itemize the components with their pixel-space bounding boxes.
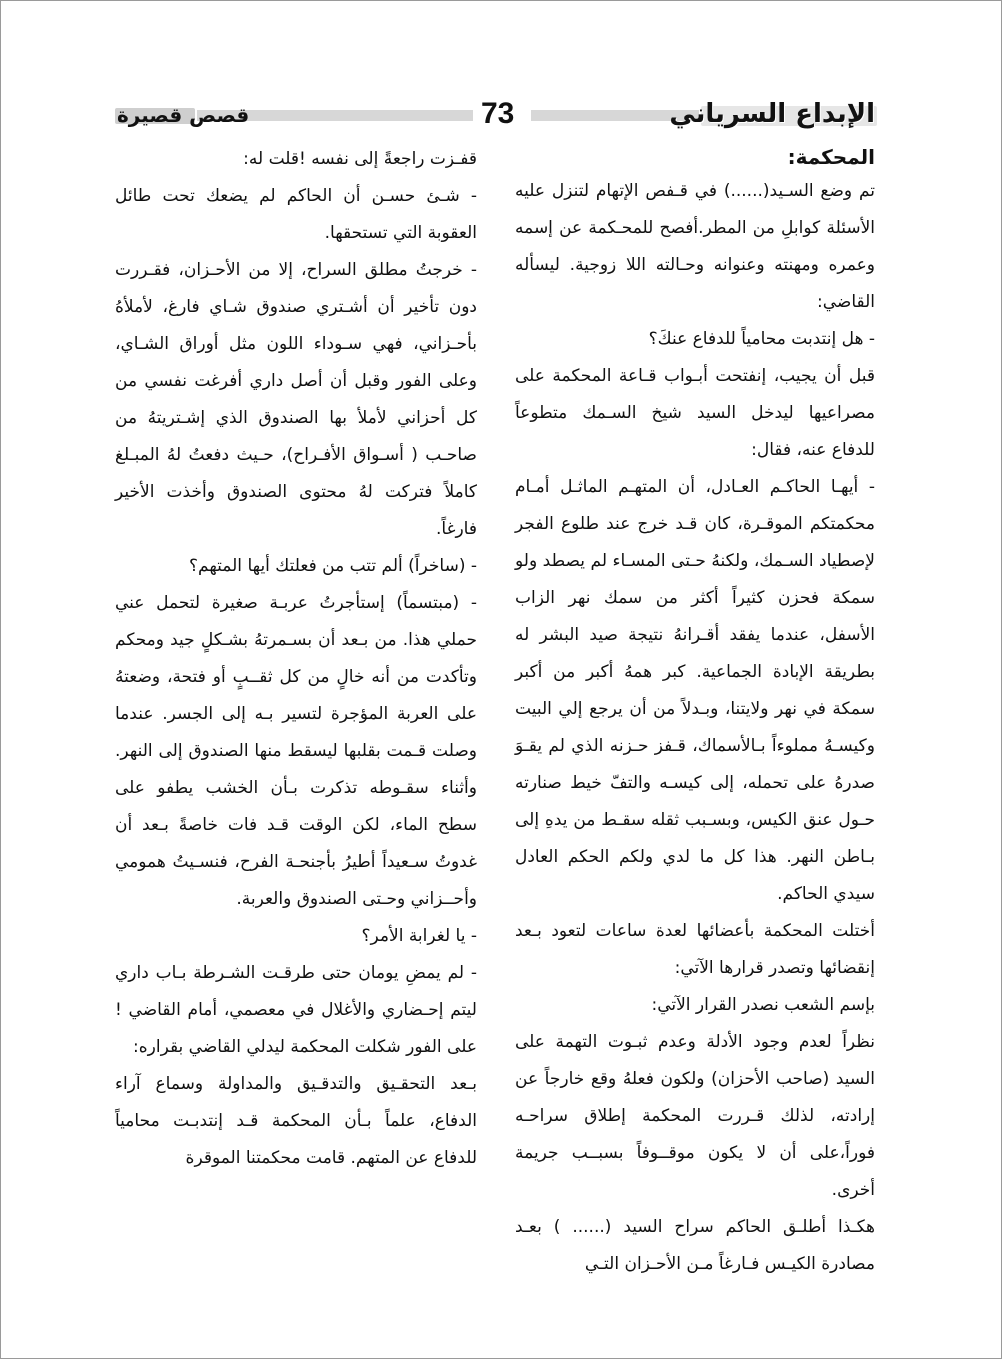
page-header — [1, 97, 1003, 137]
paragraph: نظراً لعدم وجود الأدلة وعدم ثبـوت التهمة على السيد (صاحب الأحزان) ولكون فعلهُ وقع خارجاً عن إرادته، لذلك قـررت المحكمة إطلاق سراحـه فوراً،على أن لا يكون موقــوفاً بسبــب جريمة أخرى. — [515, 1032, 875, 1200]
magazine-title: الإبداع السرياني — [669, 99, 875, 129]
paragraph: - يا لغرابة الأمر؟ — [361, 926, 477, 946]
paragraph: أختلت المحكمة بأعضائها لعدة ساعات لتعود بـعد إنقضائها وتصدر قرارها الآتي: — [515, 921, 875, 978]
paragraph: - (ساخراً) ألم تتب من فعلتك أيها المتهم؟ — [189, 556, 477, 576]
paragraph: هكـذا أطلـق الحاكم سراح السيد (...... ) بعـد مصادرة الكيـس فـارغاً مـن الأحـزان التـي — [515, 1217, 875, 1274]
paragraph: بإسم الشعب نصدر القرار الآتي: — [651, 995, 875, 1015]
paragraph: - شـئ حسـن أن الحاكم لم يضعك تحت طائل العقوبة التي تستحقها. — [115, 186, 477, 243]
paragraph: - لم يمضِ يومان حتى طرقـت الشـرطة بـاب داري ليتم إحـضاري والأغلال في معصمي، أمام القاضي !على الفور شكلت المحكمة ليدلي القاضي بقراره: — [115, 963, 477, 1057]
right-column — [515, 141, 875, 1283]
page-number: 73 — [481, 97, 515, 130]
paragraph: - خرجتُ مطلق السراح، إلا من الأحـزان، فقـررت دون تأخير أن أشـتري صندوق شـاي فارغ، لأملأهُ بأحـزاني، فهي سـوداء اللون مثل أوراق الشـاي، وعلى الفور وقبل أن أصل داري أفرغت نفسي من كل أحزاني لأملأ بها الصندوق الذي إشـتريتهُ من صاحـب ( أسـواق الأفـراح)، حـيث دفعتُ لهُ المبـلغ كاملاً فتركت لهُ محتوى الصندوق وأخذت الأخير فارغاً. — [115, 260, 477, 539]
paragraph: - هل إنتدبت محامياً للدفاع عنكَ؟ — [648, 329, 875, 349]
paragraph: قبل أن يجيب، إنفتحت أبـواب قـاعة المحكمة على مصراعيها ليدخل السيد شيخ السـمك متطوعاً للدفاع عنه، فقال: — [515, 366, 875, 460]
section-title: قصص قصيرة — [117, 103, 250, 127]
paragraph: - أيهـا الحاكـم العـادل، أن المتهـم الماثـل أمـام محكمتكم الموقـرة، كان قـد خرج عند طلوع الفجر لإصطياد السـمك، ولكنهُ حـتى المسـاء لم يصطد ولو سمكة فحزن كثيراً أكثر من سمك نهر الزاب الأسفل، عندما يفقد أقـرانهُ نتيجة صيد البشر له بطريقة الإبادة الجماعية. كبر همهُ أكبر من أكبر سمكة في نهر ولايتنا، وبـدلاً من أن يرجع إلي البيت وكيسـهُ مملوءاً بـالأسماك، قـفز حـزنه الذي لم يقـوَ صدرهُ على تحمله، إلى كيسـه والتفّ خيط صنارته حـول عنق الكيس، وبسـبب ثقله سقـط من يدهِ إلى بـاطن النهر. هذا كل ما لدي ولكم الحكم العادل سيدي الحاكم. — [515, 477, 875, 904]
left-column — [115, 141, 477, 1177]
paragraph: بـعد التحقـيق والتدقـيق والمداولة وسماع آراء الدفاع، علماً بـأن المحكمة قـد إنتدبـت محامياً للدفاع عن المتهم. قامت محكمتنا الموقرة — [115, 1074, 477, 1168]
story-title: المحكمة: — [787, 145, 875, 169]
paragraph: تم وضع السـيد(......) في قـفص الإتهام لتنزل عليه الأسئلة كوابلِ من المطر.أفصح للمحـكمة عن إسمه وعمره ومهنته وعنوانه وحـالته اللا زوجية. ليسأله القاضي: — [515, 181, 875, 312]
paragraph: - (مبتسماً) إستأجرتُ عربـة صغيرة لتحمل عني حملي هذا. من بـعد أن بسـمرتهُ بشـكلٍ جيد ومحكم وتأكدت من أنه خالٍ من كل ثقــبٍ أو فتحة، وضعتهُ على العربة المؤجرة لتسير بـه إلى الجسر. عندما وصلت قـمت بقلبها ليسقط منها الصندوق إلى النهر. وأثناء سقـوطه تذكرت بـأن الخشب يطفو على سطح الماء، لكن الوقت قـد فات خاصةً بـعد أن غدوتُ سـعيداً أطيرُ بأجنحـة الفرح، فنسـيتُ همومي وأحــزاني وحـتى الصندوق والعربة. — [115, 593, 477, 909]
paragraph: قفـزت راجعةً إلى نفسه !قلت له: — [243, 149, 477, 169]
